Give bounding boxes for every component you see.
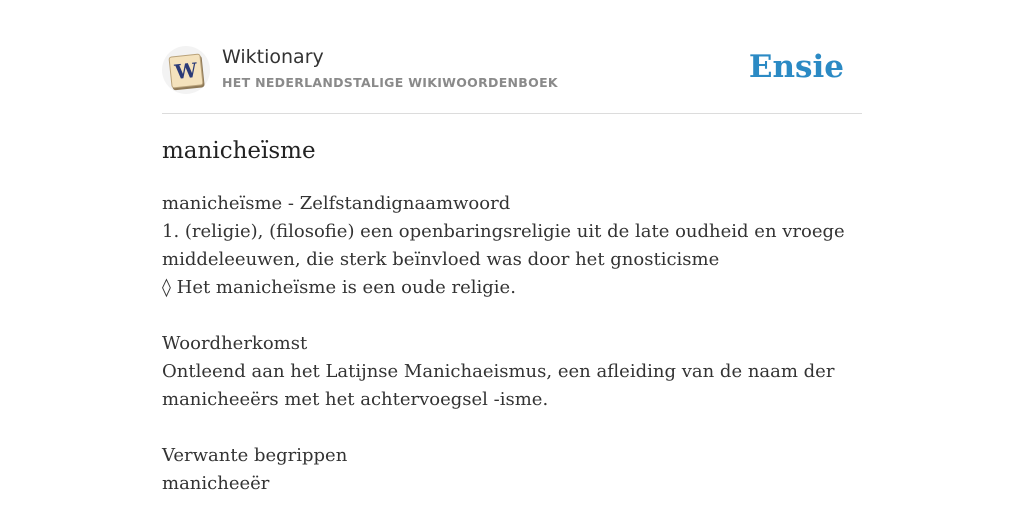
word-class-line: manicheïsme - Zelfstandignaamwoord [162,193,511,214]
site-tagline: HET NEDERLANDSTALIGE WIKIWOORDENBOEK [222,75,558,90]
example-sentence: ◊ Het manicheïsme is een oude religie. [162,277,516,298]
spacer [162,302,842,330]
definition-line: 1. (religie), (filosofie) een openbaringsreligie uit de late oudheid en vroege [162,221,845,242]
related-term-link[interactable]: manicheeër [162,473,270,494]
page-title: manicheïsme [162,138,316,164]
spacer [162,414,842,442]
wiktionary-logo[interactable] [162,46,210,94]
entry-content [162,190,845,498]
etymology-text: Ontleend aan het Latijnse Manichaeismus, een afleiding van de naam der [162,361,835,382]
site-name[interactable]: Wiktionary [222,46,324,68]
site-header [162,40,862,113]
header-divider [162,113,862,114]
wiktionary-logo-icon: W [168,53,203,88]
ensie-brand-link[interactable]: Ensie [748,49,844,85]
related-terms-heading: Verwante begrippen [162,445,348,466]
etymology-heading: Woordherkomst [162,333,308,354]
etymology-text: manicheeërs met het achtervoegsel -isme. [162,389,549,410]
definition-line: middeleeuwen, die sterk beïnvloed was door het gnosticisme [162,249,720,270]
